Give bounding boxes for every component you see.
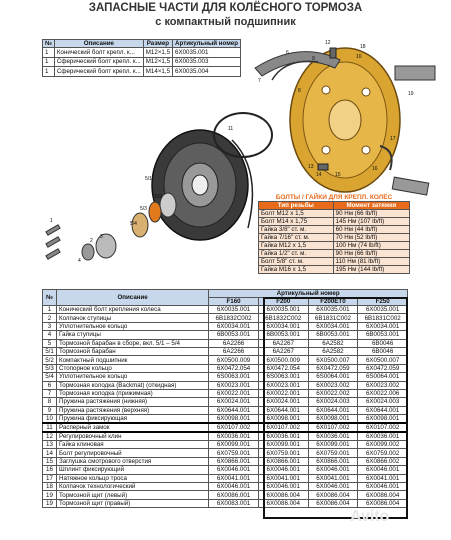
table-cell: 6X0099.001: [209, 441, 259, 449]
parts-table-row: [43, 483, 408, 491]
model-header: F160: [209, 298, 259, 306]
table-cell: Уплотнительное кольцо: [57, 322, 209, 330]
table-cell: 6X0046.001: [358, 483, 408, 491]
table-cell: Болт регулировочный: [57, 449, 209, 457]
table-cell: 6X0098.001: [209, 415, 259, 424]
table-cell: 90 Нм (66 lb/ft): [333, 250, 409, 258]
table-cell: 6X0035.001: [209, 306, 259, 314]
table-cell: 6X0500.009: [258, 356, 308, 364]
table-cell: 6S0063.001: [258, 373, 308, 381]
table-cell: 6X0041.001: [358, 474, 408, 482]
table-cell: Пружина фиксирующая: [57, 415, 209, 424]
table-cell: 6X0022.006: [358, 389, 408, 397]
table-cell: 7: [43, 389, 57, 397]
diagram-label: 5/2: [155, 194, 162, 200]
table-cell: Заглушка смотрового отверстия: [57, 457, 209, 465]
diagram-label: 18: [360, 44, 366, 50]
table-cell: 6X0041.001: [308, 474, 358, 482]
table-cell: 6X0024.001: [258, 398, 308, 406]
table-cell: 6B0046: [358, 347, 408, 355]
table-cell: 6X0046.001: [358, 466, 408, 474]
torque-table-row: [259, 250, 410, 258]
table-cell: 70 Нм (52 lb/ft): [333, 234, 409, 242]
table-cell: Болт M12 x 1,5: [259, 210, 334, 218]
model-header: F200: [258, 298, 308, 306]
table-cell: 6X0086.001: [209, 491, 259, 499]
table-cell: 60 Нм (44 lb/ft): [333, 226, 409, 234]
table-cell: Гайка клиновая: [57, 441, 209, 449]
table-cell: 145 Нм (107 lb/ft): [333, 218, 409, 226]
diagram-label: 8: [298, 88, 301, 94]
table-cell: 6X0107.002: [308, 423, 358, 432]
table-cell: 12: [43, 432, 57, 441]
table-cell: 6A2582: [308, 339, 358, 347]
table-cell: 6X0036.001: [358, 432, 408, 441]
table-cell: 6X0644.001: [209, 406, 259, 414]
diagram-label: 6: [286, 50, 289, 56]
table-cell: 6: [43, 381, 57, 389]
table-cell: 6X0036.001: [308, 432, 358, 441]
table-cell: Шплинт фиксирующий: [57, 466, 209, 474]
table-cell: M12×1,5: [143, 57, 172, 67]
bolt-table-header: Размер: [143, 40, 172, 48]
parts-table-header: Описание: [57, 290, 209, 306]
model-header: F250: [358, 298, 408, 306]
table-cell: 6X0086.004: [358, 491, 408, 499]
table-cell: 6S0064.001: [308, 373, 358, 381]
table-cell: 5/2: [43, 356, 57, 364]
table-cell: 6X0472.054: [258, 364, 308, 372]
table-cell: 6X0046.001: [258, 466, 308, 474]
table-cell: 6B0053.001: [358, 331, 408, 339]
parts-table-row: [43, 449, 408, 457]
table-cell: 6X0472.059: [358, 364, 408, 372]
parts-table-row: [43, 356, 408, 364]
table-cell: 6X0866.001: [209, 457, 259, 465]
table-cell: 6B0046: [358, 339, 408, 347]
page-subtitle: с компактный подшипник: [155, 16, 296, 28]
table-cell: 6X0041.001: [258, 474, 308, 482]
table-cell: 6X0107.002: [209, 423, 259, 432]
parts-table-header: Артикульный номер: [209, 290, 408, 298]
table-cell: 110 Нм (81 lb/ft): [333, 258, 409, 266]
table-cell: 16: [43, 466, 57, 474]
torque-table-row: [259, 234, 410, 242]
table-cell: 13: [43, 441, 57, 449]
torque-table-row: [259, 226, 410, 234]
table-cell: 1: [43, 67, 55, 77]
diagram-label: 4: [78, 258, 81, 264]
table-cell: 6X0500.007: [358, 356, 408, 364]
torque-table-header: Тип резьбы: [259, 202, 334, 210]
table-cell: 6X0472.054: [209, 364, 259, 372]
table-cell: Гайка 3/8" ст. м.: [259, 226, 334, 234]
torque-table-row: [259, 258, 410, 266]
table-cell: 4: [43, 331, 57, 339]
table-cell: Болт 5/8" ст. м.: [259, 258, 334, 266]
table-cell: 6B1832C002: [258, 314, 308, 322]
diagram-label: 14: [316, 172, 322, 178]
table-cell: Конический болт крепл. к...: [54, 48, 143, 58]
table-cell: Сферический болт крепл. к...: [54, 67, 143, 77]
table-cell: Компактный подшипник: [57, 356, 209, 364]
table-cell: 6X0098.001: [308, 415, 358, 424]
table-cell: Болт M14 x 1,75: [259, 218, 334, 226]
table-cell: Гайка M12 x 1,5: [259, 242, 334, 250]
diagram-label: 11: [228, 126, 234, 132]
table-cell: 1: [43, 306, 57, 314]
parts-table-row: [43, 381, 408, 389]
table-cell: 6X0759.002: [358, 449, 408, 457]
diagram-label: 5/4: [130, 221, 137, 227]
table-cell: 6X0086.004: [308, 499, 358, 507]
diagram-label: 13: [308, 164, 314, 170]
table-cell: 6X0035.001: [173, 48, 241, 58]
torque-table-row: [259, 218, 410, 226]
table-cell: 6B1831C002: [308, 314, 358, 322]
table-cell: 6A2582: [308, 347, 358, 355]
table-cell: 6X0866.001: [258, 457, 308, 465]
torque-table: [258, 194, 410, 274]
table-cell: 6X0035.001: [308, 306, 358, 314]
diagram-label: 3: [100, 234, 103, 240]
parts-table-row: [43, 339, 408, 347]
table-cell: 6X0022.001: [258, 389, 308, 397]
table-cell: Тормозной барабан: [57, 347, 209, 355]
table-cell: 6X0866.002: [358, 457, 408, 465]
table-cell: 6A2266: [209, 347, 259, 355]
table-cell: 6X0046.001: [209, 466, 259, 474]
table-cell: Гайка M16 x 1,5: [259, 266, 334, 274]
table-cell: 6X0046.001: [258, 483, 308, 491]
table-cell: 6X0023.002: [308, 381, 358, 389]
parts-table-header: №: [43, 290, 57, 306]
table-cell: 6X0023.002: [358, 381, 408, 389]
table-cell: 6X0046.001: [209, 483, 259, 491]
table-cell: 6X0644.001: [308, 406, 358, 414]
table-cell: Расперный замок: [57, 423, 209, 432]
table-cell: 6X0759.001: [258, 449, 308, 457]
table-cell: 9: [43, 406, 57, 414]
table-cell: 6X0099.001: [258, 441, 308, 449]
table-cell: 6X0098.001: [358, 415, 408, 424]
table-cell: Пружина растяжения (нижняя): [57, 398, 209, 406]
parts-table-row: [43, 457, 408, 465]
table-cell: 1: [43, 57, 55, 67]
parts-table-row: [43, 331, 408, 339]
table-cell: 11: [43, 423, 57, 432]
torque-table-title: БОЛТЫ / ГАЙКИ ДЛЯ КРЕПЛ. КОЛЁС: [259, 194, 410, 202]
parts-table-row: [43, 322, 408, 330]
table-cell: 6X0035.004: [173, 67, 241, 77]
page-title: ЗАПАСНЫЕ ЧАСТИ ДЛЯ КОЛЁСНОГО ТОРМОЗА: [88, 2, 363, 14]
torque-table-row: [259, 242, 410, 250]
diagram-label: 9: [312, 56, 315, 62]
watermark-logo: Avito: [350, 508, 390, 525]
table-cell: 18: [43, 483, 57, 491]
table-cell: 6X0023.001: [258, 381, 308, 389]
table-cell: 19: [43, 491, 57, 499]
table-cell: 6X0086.004: [258, 499, 308, 507]
table-cell: 6X0035.003: [173, 57, 241, 67]
table-cell: 6X0086.004: [308, 491, 358, 499]
diagram-label: 2: [90, 238, 93, 244]
table-cell: 6X0759.001: [308, 449, 358, 457]
table-cell: 6B1832C002: [209, 314, 259, 322]
table-cell: 6X0098.001: [258, 415, 308, 424]
table-cell: Тормозная колодка (Backmat) (откидная): [57, 381, 209, 389]
table-cell: 100 Нм (74 lb/ft): [333, 242, 409, 250]
diagram-label: 1: [50, 218, 53, 224]
table-cell: 2: [43, 314, 57, 322]
table-cell: 6X0034.001: [358, 322, 408, 330]
table-cell: 6X0022.002: [308, 389, 358, 397]
table-cell: 6X0022.001: [209, 389, 259, 397]
table-cell: 6X0036.001: [209, 432, 259, 441]
bolt-table-header: Артикульный номер: [173, 40, 241, 48]
table-cell: Колпачок ступицы: [57, 314, 209, 322]
parts-table-row: [43, 499, 408, 507]
table-cell: 6X0759.001: [209, 449, 259, 457]
bearing-parts: [82, 193, 176, 260]
table-cell: 6X0472.059: [308, 364, 358, 372]
table-cell: 6X0024.003: [308, 398, 358, 406]
table-cell: 6X0034.001: [308, 322, 358, 330]
table-cell: Гайка 1/2" ст. м.: [259, 250, 334, 258]
parts-table-row: [43, 364, 408, 372]
table-cell: 17: [43, 474, 57, 482]
table-cell: 3: [43, 322, 57, 330]
parts-table-row: [43, 389, 408, 397]
bolt-table-header: №: [43, 40, 55, 48]
table-cell: 6X0099.002: [358, 441, 408, 449]
table-cell: Тормозной щит (левый): [57, 491, 209, 499]
table-cell: Уплотнительное кольцо: [57, 373, 209, 381]
table-cell: 6X0046.001: [308, 466, 358, 474]
table-cell: Гайка ступицы: [57, 331, 209, 339]
table-cell: 6A2267: [258, 347, 308, 355]
table-cell: 5/4: [43, 373, 57, 381]
parts-table-row: [43, 314, 408, 322]
parts-table-row: [43, 441, 408, 449]
table-cell: Колпачок технологический: [57, 483, 209, 491]
table-cell: 5/1: [43, 347, 57, 355]
model-header: F200ET0: [308, 298, 358, 306]
parts-table-row: [43, 347, 408, 355]
table-cell: 6X0046.001: [308, 483, 358, 491]
table-cell: 6X0035.001: [358, 306, 408, 314]
table-cell: 6A2266: [209, 339, 259, 347]
table-cell: 6X0036.001: [258, 432, 308, 441]
table-cell: 90 Нм (66 lb/ft): [333, 210, 409, 218]
table-cell: 15: [43, 457, 57, 465]
table-cell: Сферический болт крепл. к...: [54, 57, 143, 67]
table-cell: 6B0053.001: [209, 331, 259, 339]
table-cell: 5: [43, 339, 57, 347]
table-cell: Тормозной щит (правый): [57, 499, 209, 507]
diagram-label: 12: [325, 40, 331, 46]
parts-table-row: [43, 306, 408, 314]
spreader-lock-callout: [213, 112, 273, 158]
diagram-label: 5/1: [145, 176, 152, 182]
table-cell: 6S0064.001: [358, 373, 408, 381]
table-cell: Тормозная колодка (прижимная): [57, 389, 209, 397]
torque-table-row: [259, 266, 410, 274]
table-cell: 6X0107.002: [358, 423, 408, 432]
table-cell: 6X0086.004: [258, 491, 308, 499]
table-cell: 19: [43, 499, 57, 507]
table-cell: 6B0053.001: [308, 331, 358, 339]
table-cell: 6X0866.001: [308, 457, 358, 465]
table-cell: 8: [43, 398, 57, 406]
table-cell: 6X0035.001: [258, 306, 308, 314]
table-cell: Натяжное кольцо троса: [57, 474, 209, 482]
table-cell: 1: [43, 48, 55, 58]
table-cell: Тормозной барабан в сборе, вкл. 5/1 – 5/4: [57, 339, 209, 347]
table-cell: 6X0083.001: [209, 499, 259, 507]
table-cell: M14×1,5: [143, 67, 172, 77]
table-cell: 6X0086.004: [358, 499, 408, 507]
diagram-label: 15: [335, 172, 341, 178]
parts-table-row: [43, 491, 408, 499]
parts-table-row: [43, 406, 408, 414]
table-cell: 6X0041.001: [209, 474, 259, 482]
parts-table: [42, 289, 408, 508]
table-cell: 6X0034.001: [258, 322, 308, 330]
torque-table-header: Момент затяжки: [333, 202, 409, 210]
table-cell: 6B1831C002: [358, 314, 408, 322]
table-cell: Регулировочный клин: [57, 432, 209, 441]
table-cell: 6X0107.002: [258, 423, 308, 432]
wheel-bolts: [46, 225, 60, 259]
table-cell: 6X0024.001: [209, 398, 259, 406]
table-cell: Конический болт крепления колеса: [57, 306, 209, 314]
table-cell: Стопорное кольцо: [57, 364, 209, 372]
table-cell: 6X0034.001: [209, 322, 259, 330]
table-cell: 10: [43, 415, 57, 424]
diagram-label: 19: [408, 91, 414, 97]
table-cell: 6B0053.001: [258, 331, 308, 339]
table-cell: M12×1,5: [143, 48, 172, 58]
diagram-label: 17: [390, 136, 396, 142]
parts-table-row: [43, 432, 408, 441]
parts-table-row: [43, 398, 408, 406]
torque-table-row: [259, 210, 410, 218]
diagram-label: 16: [372, 166, 378, 172]
table-cell: 195 Нм (144 lb/ft): [333, 266, 409, 274]
table-cell: 6S0063.001: [209, 373, 259, 381]
diagram-label: 10: [356, 54, 362, 60]
table-cell: 6A2267: [258, 339, 308, 347]
bolt-table-header: Описание: [54, 40, 143, 48]
parts-table-row: [43, 415, 408, 424]
table-cell: 6X0024.003: [358, 398, 408, 406]
table-cell: 6X0500.009: [209, 356, 259, 364]
parts-table-row: [43, 423, 408, 432]
table-cell: 6X0644.001: [358, 406, 408, 414]
table-cell: 6X0099.001: [308, 441, 358, 449]
table-cell: 6X0644.001: [258, 406, 308, 414]
parts-table-row: [43, 474, 408, 482]
table-cell: 6X0023.001: [209, 381, 259, 389]
table-cell: Гайка 7/16" ст. м.: [259, 234, 334, 242]
parts-table-row: [43, 373, 408, 381]
table-cell: 5/3: [43, 364, 57, 372]
parts-table-row: [43, 466, 408, 474]
table-cell: 6X0500.007: [308, 356, 358, 364]
brake-backplate: [290, 48, 400, 192]
diagram-label: 5/3: [140, 206, 147, 212]
table-cell: 14: [43, 449, 57, 457]
diagram-label: 7: [258, 78, 261, 84]
table-cell: Пружина растяжения (верхняя): [57, 406, 209, 414]
